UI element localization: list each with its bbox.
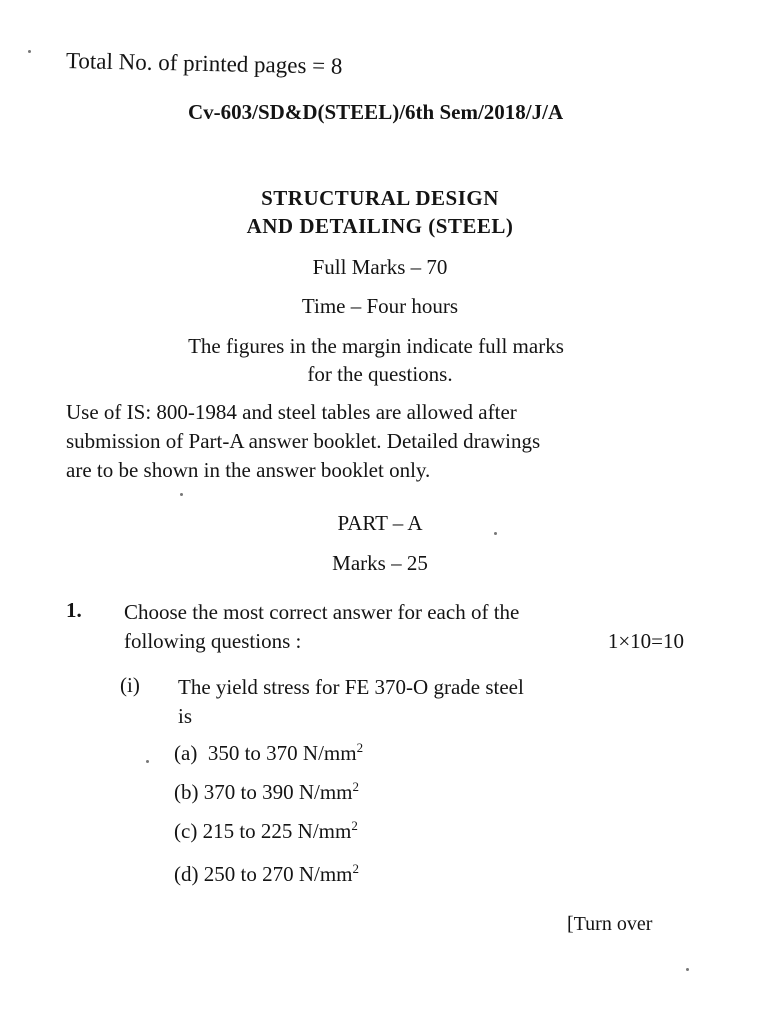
printed-pages-count: Total No. of printed pages = 8	[65, 48, 343, 79]
part-marks: Marks – 25	[332, 551, 428, 575]
option-a-sup: 2	[356, 740, 364, 755]
margin-note-line1: The figures in the margin indicate full marks	[188, 334, 564, 358]
part-heading: PART – A	[337, 511, 423, 535]
scan-speck	[146, 760, 149, 763]
option-a	[174, 740, 363, 766]
option-b	[174, 779, 359, 805]
paper-title-line1: STRUCTURAL DESIGN	[261, 186, 499, 210]
option-c-sup: 2	[351, 818, 358, 833]
scan-speck	[686, 968, 689, 971]
option-d-label: (d)	[174, 862, 199, 886]
option-b-label: (b)	[174, 780, 199, 804]
option-c-label: (c)	[174, 819, 198, 843]
full-marks: Full Marks – 70	[312, 255, 448, 279]
question-text-line1: Choose the most correct answer for each of the	[124, 600, 520, 624]
instructions-line1: Use of IS: 800-1984 and steel tables are allowed after	[66, 400, 517, 424]
option-d-sup: 2	[352, 861, 360, 876]
question-text-line2: following questions :	[124, 629, 302, 653]
sub-question-label: (i)	[120, 673, 140, 697]
sub-question-text	[178, 673, 524, 731]
option-d	[174, 861, 359, 887]
question-text	[124, 598, 684, 656]
option-b-sup: 2	[352, 779, 360, 794]
question-marks: 1×10=10	[607, 629, 684, 653]
scan-speck	[180, 493, 183, 496]
scan-speck	[494, 532, 497, 535]
scan-speck	[28, 50, 31, 53]
margin-note-line2: for the questions.	[307, 362, 453, 386]
question-number: 1.	[66, 598, 82, 622]
option-a-label: (a)	[174, 741, 198, 765]
option-c	[174, 818, 358, 844]
paper-title-line2: AND DETAILING (STEEL)	[246, 214, 514, 238]
instructions	[66, 398, 688, 485]
sub-question-text-line1: The yield stress for FE 370-O grade steel	[178, 675, 524, 699]
paper-code: Cv-603/SD&D(STEEL)/6th Sem/2018/J/A	[188, 100, 564, 124]
instructions-line3: are to be shown in the answer booklet only.	[66, 458, 431, 482]
time-allowed: Time – Four hours	[301, 294, 459, 318]
option-b-text: 370 to 390 N/mm	[203, 780, 353, 804]
instructions-line2: submission of Part-A answer booklet. Detailed drawings	[66, 429, 541, 453]
option-d-text: 250 to 270 N/mm	[203, 862, 353, 886]
option-c-text: 215 to 225 N/mm	[202, 819, 352, 843]
sub-question-text-line2: is	[178, 704, 193, 728]
turn-over-note: [Turn over	[567, 913, 653, 935]
option-a-text: 350 to 370 N/mm	[207, 741, 357, 765]
